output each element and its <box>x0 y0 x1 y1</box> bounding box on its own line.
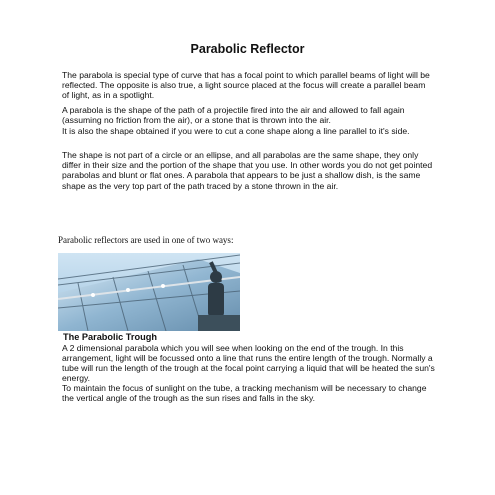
parabolic-trough-photo <box>58 253 240 331</box>
uses-intro: Parabolic reflectors are used in one of two ways: <box>58 235 234 245</box>
paragraph-focal-point: The parabola is special type of curve that has a focal point to which parallel beams of light will be reflected. The opposite is also true, a light source placed at the focus will create a parallel beam of light, as in a spotlight. <box>62 70 430 101</box>
section-heading-trough: The Parabolic Trough <box>63 332 157 342</box>
trough-description <box>62 343 437 403</box>
paragraph-shape: The shape is not part of a circle or an ellipse, and all parabolas are the same shape, they only differ in their size and the portion of the shape that you use. In other words you do not get pointed parabolas and blunt or flat ones. A parabola that appears to be just a shallow dish, is the same shape as the very top part of the path traced by a stone thrown in the air. <box>62 150 433 191</box>
trough-paragraph-tracking: To maintain the focus of sunlight on the tube, a tracking mechanism will be necessary to change the vertical angle of the trough as the sun rises and falls in the sky. <box>62 383 427 403</box>
page-title: Parabolic Reflector <box>190 42 305 56</box>
paragraph-cone: It is also the shape obtained if you were to cut a cone shape along a line parallel to it's side. <box>62 125 410 136</box>
paragraph-projectile: A parabola is the shape of the path of a projectile fired into the air and allowed to fall again (assuming no friction from the air), or a stone that is thrown into the air. <box>62 105 405 126</box>
trough-paragraph-focus: A 2 dimensional parabola which you will see when looking on the end of the trough. In this arrangement, light will be focussed onto a line that runs the entire length of the trough. Normally a tube will run the length of the trough at the focal point carrying a liquid that will be heated the sun's energy. <box>62 343 435 383</box>
